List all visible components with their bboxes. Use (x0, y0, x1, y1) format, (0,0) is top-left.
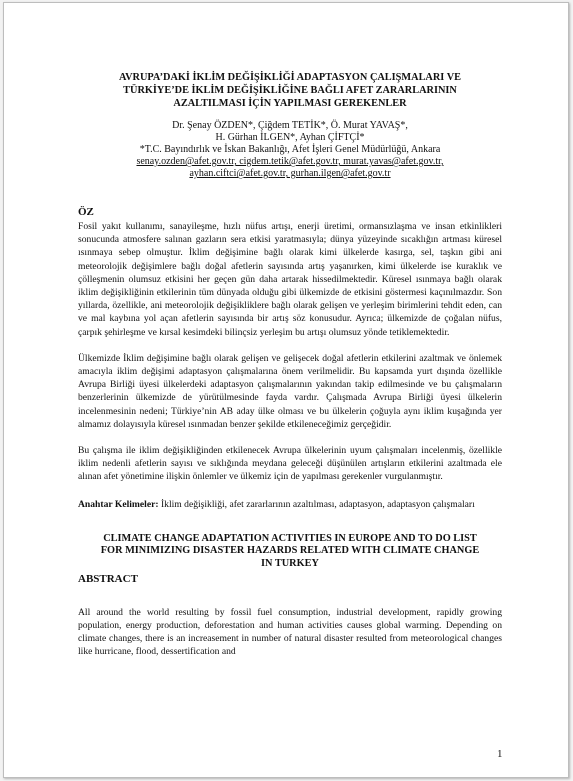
email-links[interactable]: senay.ozden@afet.gov.tr, cigdem.tetik@afet.gov.tr, murat.yavas@afet.gov.tr, (136, 156, 444, 167)
title-line: AZALTILMASI İÇİN YAPILMASI GEREKENLER (173, 98, 407, 109)
abstract-heading: ABSTRACT (78, 573, 138, 586)
keywords (78, 498, 502, 511)
title-line: FOR MINIMIZING DISASTER HAZARDS RELATED WITH CLIMATE CHANGE (100, 545, 480, 557)
title-line: IN TURKEY (261, 557, 319, 569)
title-line: CLIMATE CHANGE ADAPTATION ACTIVITIES IN EUROPE AND TO DO LIST (103, 532, 477, 544)
author-block (78, 120, 502, 180)
authors-line: Dr. Şenay ÖZDEN*, Çiğdem TETİK*, Ö. Murat YAVAŞ*, (172, 120, 408, 131)
page-content (78, 71, 502, 668)
abstract-paragraph: All around the world resulting by fossil fuel consumption, industrial development, rapidly growing population, energy production, deforestation and human activities causes global warming. Depending on climate changes, there is an increasement in number of natural disaster resulted from meteorological changes like hurricane, flood, dessertification and (78, 607, 502, 658)
keywords-label: Anahtar Kelimeler: (78, 498, 159, 510)
keywords-text: İklim değişikliği, afet zararlarının azaltılması, adaptasyon, adaptasyon çalışmaları (158, 498, 475, 510)
title-line: TÜRKİYE’DE İKLİM DEĞİŞİKLİĞİNE BAĞLI AFET ZARARLARININ (123, 85, 457, 96)
page-number: 1 (497, 748, 503, 760)
authors-line: H. Gürhan İLGEN*, Ayhan ÇİFTÇİ* (215, 132, 365, 143)
document-page (3, 2, 569, 778)
oz-paragraph: Ülkemizde İklim değişimine bağlı olarak gelişen ve gelişecek doğal afetlerin etkilerini azaltmak ve önlemek amacıyla iklim değişimi adaptasyon çalışmalarına önem verilmelidir. Bu kapsamda yurt dışında özellikle Avrupa Birliği üyesi ülkelerdeki adaptasyon çalışmalarının yakından takip edilmesinde ve bu çalışmaların benzerlerinin ülkemizde de yürütülmesinde fayda vardır. Çalışmada Avrupa Birliği üyesi ülkelerin incelenmesinin nedeni; Türkiye’nin AB aday ülke olması ve bu ülkelerin çoğuyla aynı iklim kuşağında yer almamız dolayısıyla küresel ısınmadan benzer şekilde etkileneceğimiz gerçeğidir. (78, 352, 502, 430)
email-links[interactable]: ayhan.ciftci@afet.gov.tr, gurhan.ilgen@afet.gov.tr (189, 168, 391, 179)
affiliation: *T.C. Bayındırlık ve İskan Bakanlığı, Afet İşleri Genel Müdürlüğü, Ankara (139, 144, 441, 155)
title-line: AVRUPA’DAKİ İKLİM DEĞİŞİKLİĞİ ADAPTASYON ÇALIŞMALARI VE (118, 72, 462, 83)
paper-title-english (78, 533, 502, 571)
oz-paragraph: Bu çalışma ile iklim değişikliğinden etkilenecek Avrupa ülkelerinin uyum çalışmaları incelenmiş, özellikle iklim nedenli afetlerin sayısı ve sıklığında meydana geleceği düşünülen artışların etkilerini azaltmada ele alınan afet yönetimine ilişkin önlemler ve ülkemiz için de yapılması gerekenler vurgulanmıştır. (78, 445, 502, 483)
paper-title-turkish (78, 71, 502, 110)
oz-paragraph: Fosil yakıt kullanımı, sanayileşme, hızlı nüfus artışı, enerji üretimi, ormansızlaşma ve insan etkinlikleri sonucunda atmosfere salınan gazların sera etkisi yaratmasıyla; dünya yüzeyinde sıcaklığın artması küresel ısınmaya sebep olmuştur. İklim değişimine bağlı olarak kimi ülkelerde kasırga, sel, taşkın gibi ani meteorolojik değişimlere bağlı doğal afetlerin sayısında artış yaşanırken, kimi ülkelerde ise kuraklık ve çölleşmenin olumsuz etkisini her geçen gün daha artarak hissedilmektedir. Küresel ısınmaya bağlı olarak iklim değişikliğinin etkilerinin tüm dünyada olduğu gibi ülkemizde de etkisini göstermesi kaçınılmazdır. Son yıllarda, özellikle, ani meteorolojik değişikliklere bağlı olarak gelişen ve yerleşim birimlerini tehdit eden, can ve mal kaybına yol açan afetlerin sayısında bir artış söz konusudur. Ayrıca; ülkemizde de çoğalan nüfus, çarpık şehirleşme ve kırsal kesimdeki bilinçsiz yerleşim bu artışı olumsuz yönde tetiklemektedir. (78, 221, 502, 338)
oz-heading: ÖZ (78, 206, 94, 218)
